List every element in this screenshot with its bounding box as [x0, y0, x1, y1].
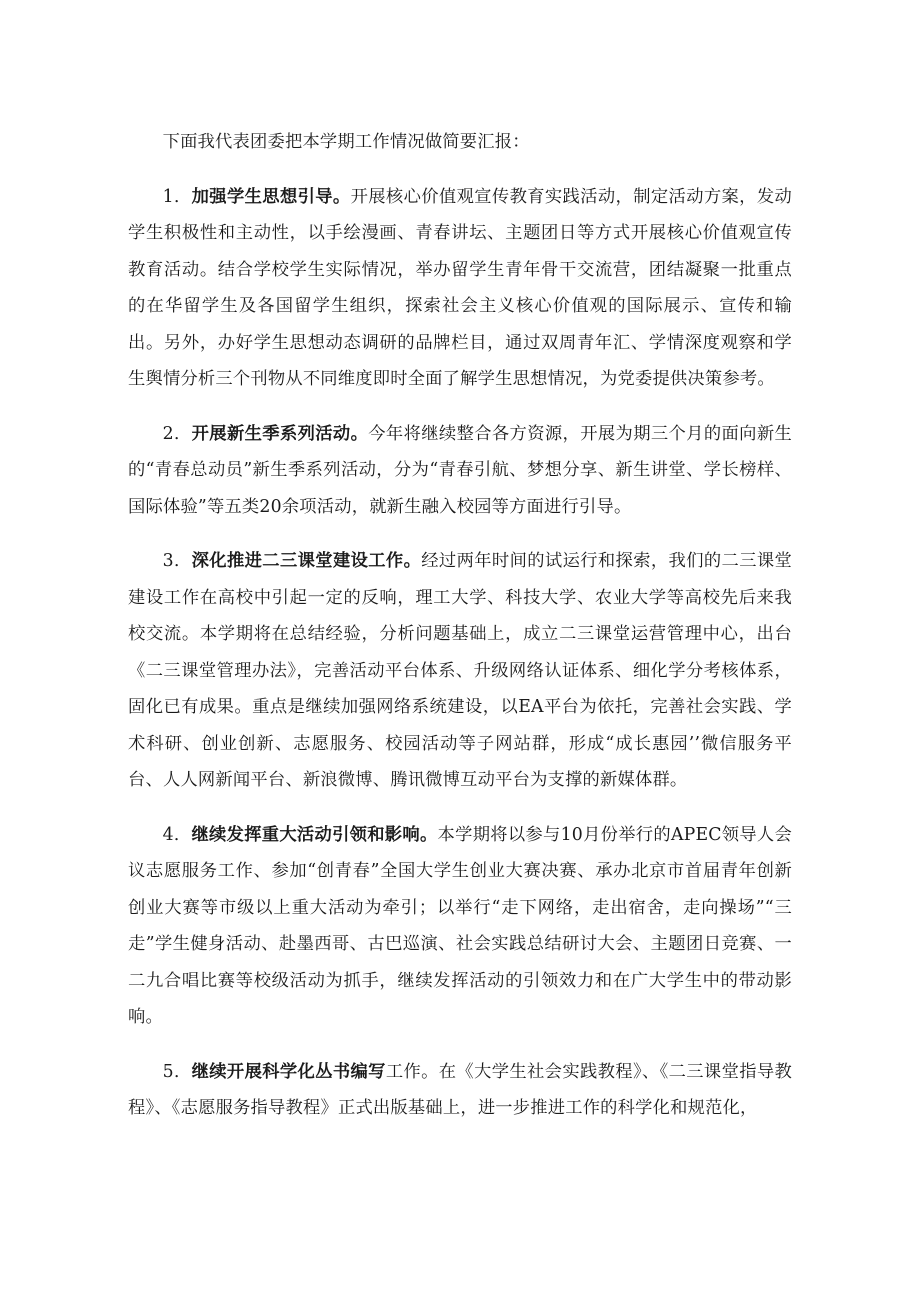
document-page [128, 124, 792, 1127]
section-5-body: 工作。在《大学生社会实践教程》、《二三课堂指导教程》、《志愿服务指导教程》正式出版基础上，进一步推进工作的科学化和规范化， [128, 1061, 793, 1118]
section-2-number: 2． [162, 423, 192, 444]
section-4-number: 4． [162, 824, 192, 845]
section-3-number: 3． [162, 551, 192, 571]
section-2-heading: 开展新生季系列活动。 [191, 423, 369, 444]
section-4-paragraph [128, 817, 792, 1036]
section-3-body: 经过两年时间的试运行和探索，我们的二三课堂建设工作在高校中引起一定的反响，理工大学、科技大学、农业大学等高校先后来我校交流。本学期将在总结经验，分析问题基础上，成立二三课堂运营管理中心，出台《二三课堂管理办法》，完善活动平台体系、升级网络认证体系、细化学分考核体系，固化已有成果。重点是继续加强网络系统建设，以EA平台为依托，完善社会实践、学术科研、创业创新、志愿服务、校园活动等子网站群，形成“成长惠园’’微信服务平台、人人网新闻平台、新浪微博、腾讯微博互动平台为支撑的新媒体群。 [128, 551, 792, 790]
section-4-body: 本学期将以参与10月份举行的APEC领导人会议志愿服务工作、参加“创青春”全国大学生创业大赛决赛、承办北京市首届青年创新创业大赛等市级以上重大活动为牵引；以举行“走下网络，走出宿舍，走向操场”“三走”学生健身活动、赴墨西哥、古巴巡演、社会实践总结研讨大会、主题团日竞赛、一二九合唱比赛等校级活动为抓手，继续发挥活动的引领效力和在广大学生中的带动影响。 [128, 824, 792, 1027]
section-5-number: 5． [162, 1061, 192, 1082]
section-1-paragraph [128, 179, 792, 398]
section-2-body: 今年将继续整合各方资源，开展为期三个月的面向新生的“青春总动员”新生季系列活动，分为“青春引航、梦想分享、新生讲堂、学长榜样、国际体验”等五类20余项活动，就新生融入校园等方面进行引导。 [128, 423, 792, 517]
section-1-heading: 加强学生思想引导。 [191, 186, 351, 207]
section-3-paragraph [128, 543, 792, 799]
section-5-paragraph [128, 1054, 792, 1127]
section-1-number: 1． [162, 186, 192, 207]
section-4-heading: 继续发挥重大活动引领和影响。 [191, 824, 438, 845]
intro-paragraph: 下面我代表团委把本学期工作情况做简要汇报： [162, 132, 530, 152]
section-1-body: 开展核心价值观宣传教育实践活动，制定活动方案，发动学生积极性和主动性，以手绘漫画、青春讲坛、主题团日等方式开展核心价值观宣传教育活动。结合学校学生实际情况，举办留学生青年骨干交流营，团结凝聚一批重点的在华留学生及各国留学生组织，探索社会主义核心价值观的国际展示、宣传和输出。另外，办好学生思想动态调研的品牌栏目，通过双周青年汇、学情深度观察和学生舆情分析三个刊物从不同维度即时全面了解学生思想情况，为党委提供决策参考。 [128, 186, 792, 389]
section-3-heading: 深化推进二三课堂建设工作。 [191, 551, 422, 571]
section-2-paragraph [128, 416, 792, 526]
section-5-heading: 继续开展科学化丛书编写 [191, 1061, 386, 1082]
